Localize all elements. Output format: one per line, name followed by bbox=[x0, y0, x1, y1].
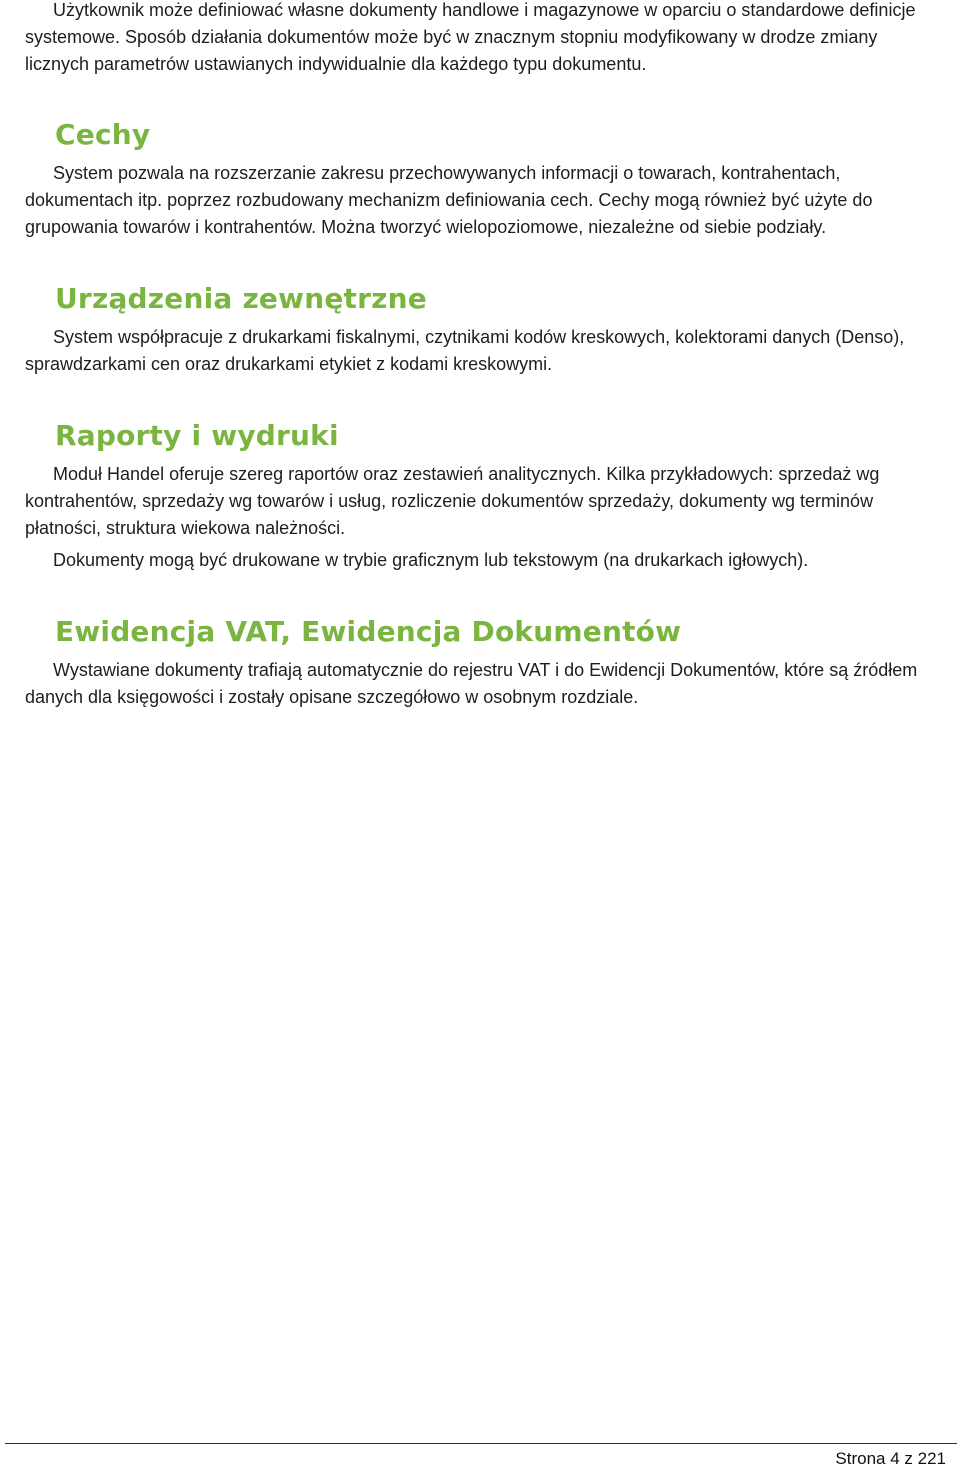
page-number: Strona 4 z 221 bbox=[835, 1449, 946, 1468]
section-heading-raporty: Raporty i wydruki bbox=[55, 419, 339, 452]
intro-paragraph: Użytkownik może definiować własne dokumenty handlowe i magazynowe w oparciu o standardowe definicje systemowe. Sposób działania dokumentów może być w znacznym stopniu modyfikowany w drodze zmiany licznych parametrów ustawianych indywidualnie dla każdego typu dokumentu. bbox=[25, 0, 916, 74]
section-heading-cechy: Cechy bbox=[55, 118, 151, 151]
section-heading-urzadzenia: Urządzenia zewnętrzne bbox=[55, 282, 427, 315]
section-heading-ewidencja: Ewidencja VAT, Ewidencja Dokumentów bbox=[55, 615, 682, 648]
section-paragraph-raporty-druk: Dokumenty mogą być drukowane w trybie graficznym lub tekstowym (na drukarkach igłowych). bbox=[53, 550, 809, 570]
section-paragraph-raporty: Moduł Handel oferuje szereg raportów oraz zestawień analitycznych. Kilka przykładowych: sprzedaż wg kontrahentów, sprzedaży wg towarów i usług, rozliczenie dokumentów sprzedaży, dokumenty wg terminów płatności, struktura wiekowa należności. bbox=[25, 464, 880, 538]
section-paragraph-ewidencja: Wystawiane dokumenty trafiają automatycznie do rejestru VAT i do Ewidencji Dokumentów, które są źródłem danych dla księgowości i zostały opisane szczegółowo w osobnym rozdziale. bbox=[25, 660, 918, 707]
section-paragraph-urzadzenia: System współpracuje z drukarkami fiskalnymi, czytnikami kodów kreskowych, kolektorami danych (Denso), sprawdzarkami cen oraz drukarkami etykiet z kodami kreskowymi. bbox=[25, 327, 905, 374]
footer-divider bbox=[5, 1443, 957, 1444]
section-paragraph-cechy: System pozwala na rozszerzanie zakresu przechowywanych informacji o towarach, kontrahentach, dokumentach itp. poprzez rozbudowany mechanizm definiowania cech. Cechy mogą również być użyte do grupowania towarów i kontrahentów. Można tworzyć wielopoziomowe, niezależne od siebie podziały. bbox=[25, 163, 873, 237]
